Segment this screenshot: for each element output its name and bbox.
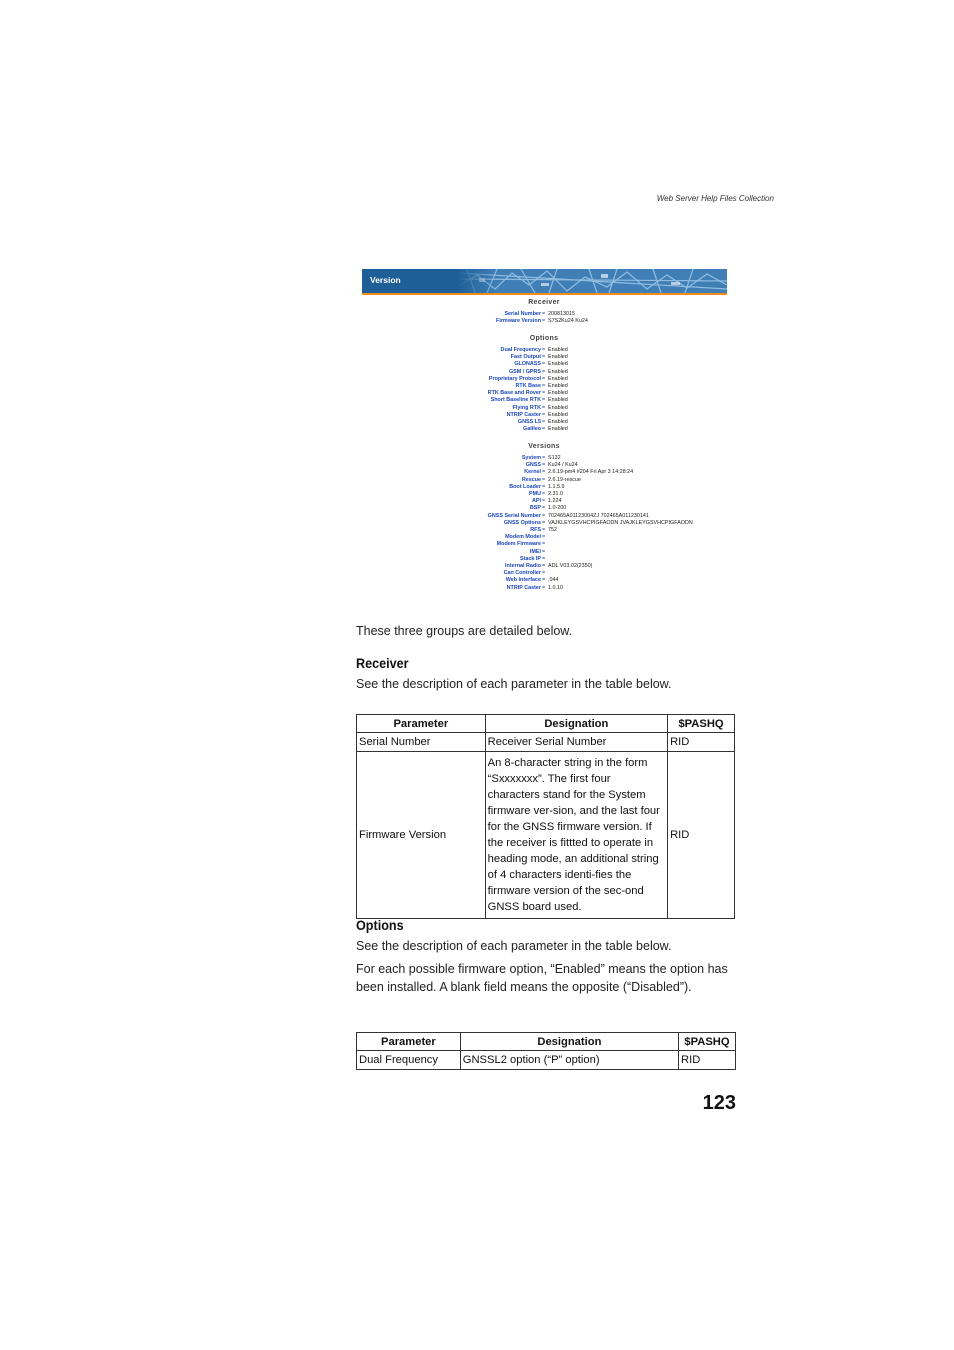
- equals-sign: =: [542, 361, 546, 368]
- version-label: Kernel: [524, 469, 541, 476]
- version-label: API: [532, 498, 541, 505]
- version-value: 752: [548, 527, 557, 533]
- cell-designation: An 8-character string in the form “Sxxxxxxx”. The first four characters stand for the System firmware ver-sion, and the last four for the GNSS firmware version. If the receiver is fittted to operate in heading mode, an additional string of 4 characters identi-fies the firmware version of the sec-ond GNSS board used.: [485, 752, 667, 919]
- equals-sign: =: [542, 555, 546, 562]
- receiver-group-title: Receiver: [528, 299, 560, 306]
- receiver-value: 200813015: [548, 311, 575, 317]
- receiver-value: S7S2Ku24 Ku24: [548, 318, 588, 325]
- version-row: [362, 534, 727, 541]
- option-value: Enabled: [548, 361, 568, 368]
- equals-sign: =: [542, 311, 546, 317]
- option-label: GNSS L5: [517, 419, 541, 425]
- option-row: [362, 383, 727, 390]
- version-row: [362, 477, 727, 484]
- receiver-description: See the description of each parameter in the table below.: [356, 677, 672, 691]
- equals-sign: =: [542, 411, 546, 418]
- equals-sign: =: [542, 462, 546, 469]
- version-label: Web Interface: [505, 577, 541, 584]
- option-label: Proprietary Protocol: [488, 375, 541, 382]
- table-header-row: [357, 1033, 736, 1051]
- option-value: Enabled: [548, 419, 568, 425]
- receiver-table: [356, 714, 735, 919]
- col-header-parameter: Parameter: [357, 715, 486, 733]
- option-value: Enabled: [548, 375, 568, 382]
- version-row: [362, 469, 727, 476]
- version-label: PMU: [529, 491, 541, 497]
- version-label: Internal Radio: [505, 563, 541, 569]
- version-label: System: [521, 455, 541, 461]
- equals-sign: =: [542, 455, 546, 461]
- version-row: [362, 491, 727, 498]
- version-value: S132: [548, 455, 561, 461]
- versions-group-title: Versions: [528, 443, 560, 450]
- version-row: [362, 570, 727, 577]
- option-value: Enabled: [548, 368, 568, 375]
- option-value: Enabled: [548, 404, 568, 411]
- page-number: 123: [702, 1092, 736, 1114]
- version-row: [362, 577, 727, 584]
- equals-sign: =: [542, 368, 546, 375]
- equals-sign: =: [542, 548, 546, 555]
- equals-sign: =: [542, 519, 546, 526]
- version-row: [362, 541, 727, 548]
- version-label: Modem Model: [505, 534, 541, 541]
- option-label: GSM / GPRS: [508, 368, 541, 375]
- version-value: 702465A01123004ZJ 702465A011230141: [548, 512, 649, 519]
- cell-pashq: RID: [668, 752, 735, 919]
- equals-sign: =: [542, 498, 546, 505]
- version-row: [362, 462, 727, 469]
- table-row: [357, 752, 735, 919]
- table-header-row: [357, 715, 735, 733]
- cell-pashq: RID: [679, 1051, 736, 1070]
- version-row: [362, 513, 727, 520]
- col-header-pashq: $PASHQ: [668, 715, 735, 733]
- version-value: 2.31.0: [548, 491, 563, 497]
- options-group-title: Options: [529, 335, 559, 342]
- equals-sign: =: [542, 318, 546, 325]
- version-label: BSP: [529, 505, 541, 512]
- version-label: NTRIP Caster: [506, 584, 541, 591]
- option-label: Galileo: [523, 426, 541, 433]
- version-row: [362, 520, 727, 527]
- option-row: [362, 405, 727, 412]
- version-label: GNSS Options: [503, 519, 541, 526]
- equals-sign: =: [542, 570, 546, 577]
- version-label: Can Controller: [503, 570, 541, 577]
- equals-sign: =: [542, 577, 546, 584]
- table-row: [357, 1051, 736, 1070]
- equals-sign: =: [542, 383, 546, 389]
- options-explanation: For each possible firmware option, “Enabled” means the option has been installed. A blank field means the opposite (“Disabled”).: [356, 962, 728, 994]
- version-label: Modem Firmware: [496, 541, 541, 548]
- version-row: [362, 455, 727, 462]
- equals-sign: =: [542, 347, 546, 353]
- option-row: [362, 390, 727, 397]
- cell-designation: Receiver Serial Number: [485, 733, 667, 752]
- version-row: [362, 505, 727, 512]
- equals-sign: =: [542, 491, 546, 497]
- equals-sign: =: [542, 397, 546, 404]
- map-pattern-icon: [457, 269, 727, 293]
- version-value: 1.1.5.9: [548, 483, 565, 490]
- option-label: Fast Output: [510, 354, 541, 361]
- option-label: Short Baseline RTK: [490, 397, 541, 404]
- option-row: [362, 426, 727, 433]
- equals-sign: =: [542, 541, 546, 548]
- equals-sign: =: [542, 354, 546, 361]
- col-header-parameter: Parameter: [357, 1033, 461, 1051]
- equals-sign: =: [542, 505, 546, 512]
- option-label: Dual Frequency: [500, 347, 541, 353]
- option-value: Enabled: [548, 354, 568, 361]
- option-value: Enabled: [548, 411, 568, 418]
- version-value: ADL V03.02(2350): [548, 563, 593, 569]
- version-row: [362, 498, 727, 505]
- receiver-label: Firmware Version: [496, 318, 541, 325]
- option-value: Enabled: [548, 390, 568, 397]
- version-value: 1.0-200: [548, 505, 567, 512]
- receiver-heading: Receiver: [356, 655, 409, 671]
- version-page-screenshot: [362, 269, 727, 599]
- equals-sign: =: [542, 390, 546, 397]
- version-label: Rescue: [521, 476, 541, 483]
- equals-sign: =: [542, 527, 546, 533]
- banner-title: Version: [370, 275, 401, 285]
- version-row: [362, 585, 727, 592]
- option-value: Enabled: [548, 383, 568, 389]
- version-label: IMEI: [529, 548, 541, 555]
- cell-designation: GNSSL2 option (“P” option): [460, 1051, 678, 1070]
- option-row: [362, 369, 727, 376]
- version-label: Boot Loader: [509, 483, 541, 490]
- option-row: [362, 354, 727, 361]
- option-row: [362, 412, 727, 419]
- receiver-row: [362, 311, 727, 318]
- version-label: GNSS: [525, 462, 541, 469]
- cell-parameter: Serial Number: [357, 733, 486, 752]
- option-label: RTK Base and Rover: [487, 390, 541, 397]
- option-label: NTRIP Caster: [506, 411, 541, 418]
- options-heading: Options: [356, 917, 404, 933]
- option-value: Enabled: [548, 347, 568, 353]
- version-row: [362, 484, 727, 491]
- equals-sign: =: [542, 375, 546, 382]
- option-row: [362, 361, 727, 368]
- version-row: [362, 549, 727, 556]
- option-label: RTK Base: [515, 383, 541, 389]
- version-banner: [362, 269, 727, 293]
- version-value: 1.224: [548, 498, 562, 505]
- options-description: See the description of each parameter in the table below.: [356, 939, 672, 953]
- options-table: [356, 1032, 736, 1070]
- table-row: [357, 733, 735, 752]
- version-value: 1.0.10: [548, 584, 563, 591]
- banner-accent-bar: [362, 293, 727, 295]
- version-value: 2.6.19-rescue: [548, 476, 581, 483]
- equals-sign: =: [542, 483, 546, 490]
- receiver-label: Serial Number: [504, 311, 541, 317]
- version-label: GNSS Serial Number: [487, 512, 541, 519]
- col-header-pashq: $PASHQ: [679, 1033, 736, 1051]
- option-label: Flying RTK: [512, 404, 541, 411]
- version-value: 2.6.19-pm4 #204 Fri Apr 3 14:28:24: [548, 469, 634, 476]
- option-row: [362, 397, 727, 404]
- equals-sign: =: [542, 419, 546, 425]
- equals-sign: =: [542, 584, 546, 591]
- equals-sign: =: [542, 512, 546, 519]
- version-row: [362, 563, 727, 570]
- col-header-designation: Designation: [460, 1033, 678, 1051]
- equals-sign: =: [542, 426, 546, 433]
- option-value: Enabled: [548, 397, 568, 404]
- option-label: GLONASS: [514, 361, 541, 368]
- version-row: [362, 527, 727, 534]
- option-row: [362, 376, 727, 383]
- option-value: Enabled: [548, 426, 568, 433]
- equals-sign: =: [542, 563, 546, 569]
- option-row: [362, 419, 727, 426]
- equals-sign: =: [542, 534, 546, 541]
- version-value: VAJKLEYGSVHCPIGFAODN JVAJKLEYGSVHCPIGFAODN: [548, 519, 693, 526]
- version-value: Ku24 / Ku24: [548, 462, 578, 469]
- equals-sign: =: [542, 476, 546, 483]
- cell-pashq: RID: [668, 733, 735, 752]
- receiver-row: [362, 318, 727, 325]
- cell-parameter: Firmware Version: [357, 752, 486, 919]
- equals-sign: =: [542, 469, 546, 476]
- version-label: Stack IP: [520, 555, 541, 562]
- col-header-designation: Designation: [485, 715, 667, 733]
- version-row: [362, 556, 727, 563]
- version-value: .044: [548, 577, 559, 584]
- version-label: RFS: [530, 527, 541, 533]
- equals-sign: =: [542, 404, 546, 411]
- option-row: [362, 347, 727, 354]
- running-header: Web Server Help Files Collection: [656, 194, 774, 203]
- cell-parameter: Dual Frequency: [357, 1051, 461, 1070]
- intro-paragraph: These three groups are detailed below.: [356, 624, 573, 638]
